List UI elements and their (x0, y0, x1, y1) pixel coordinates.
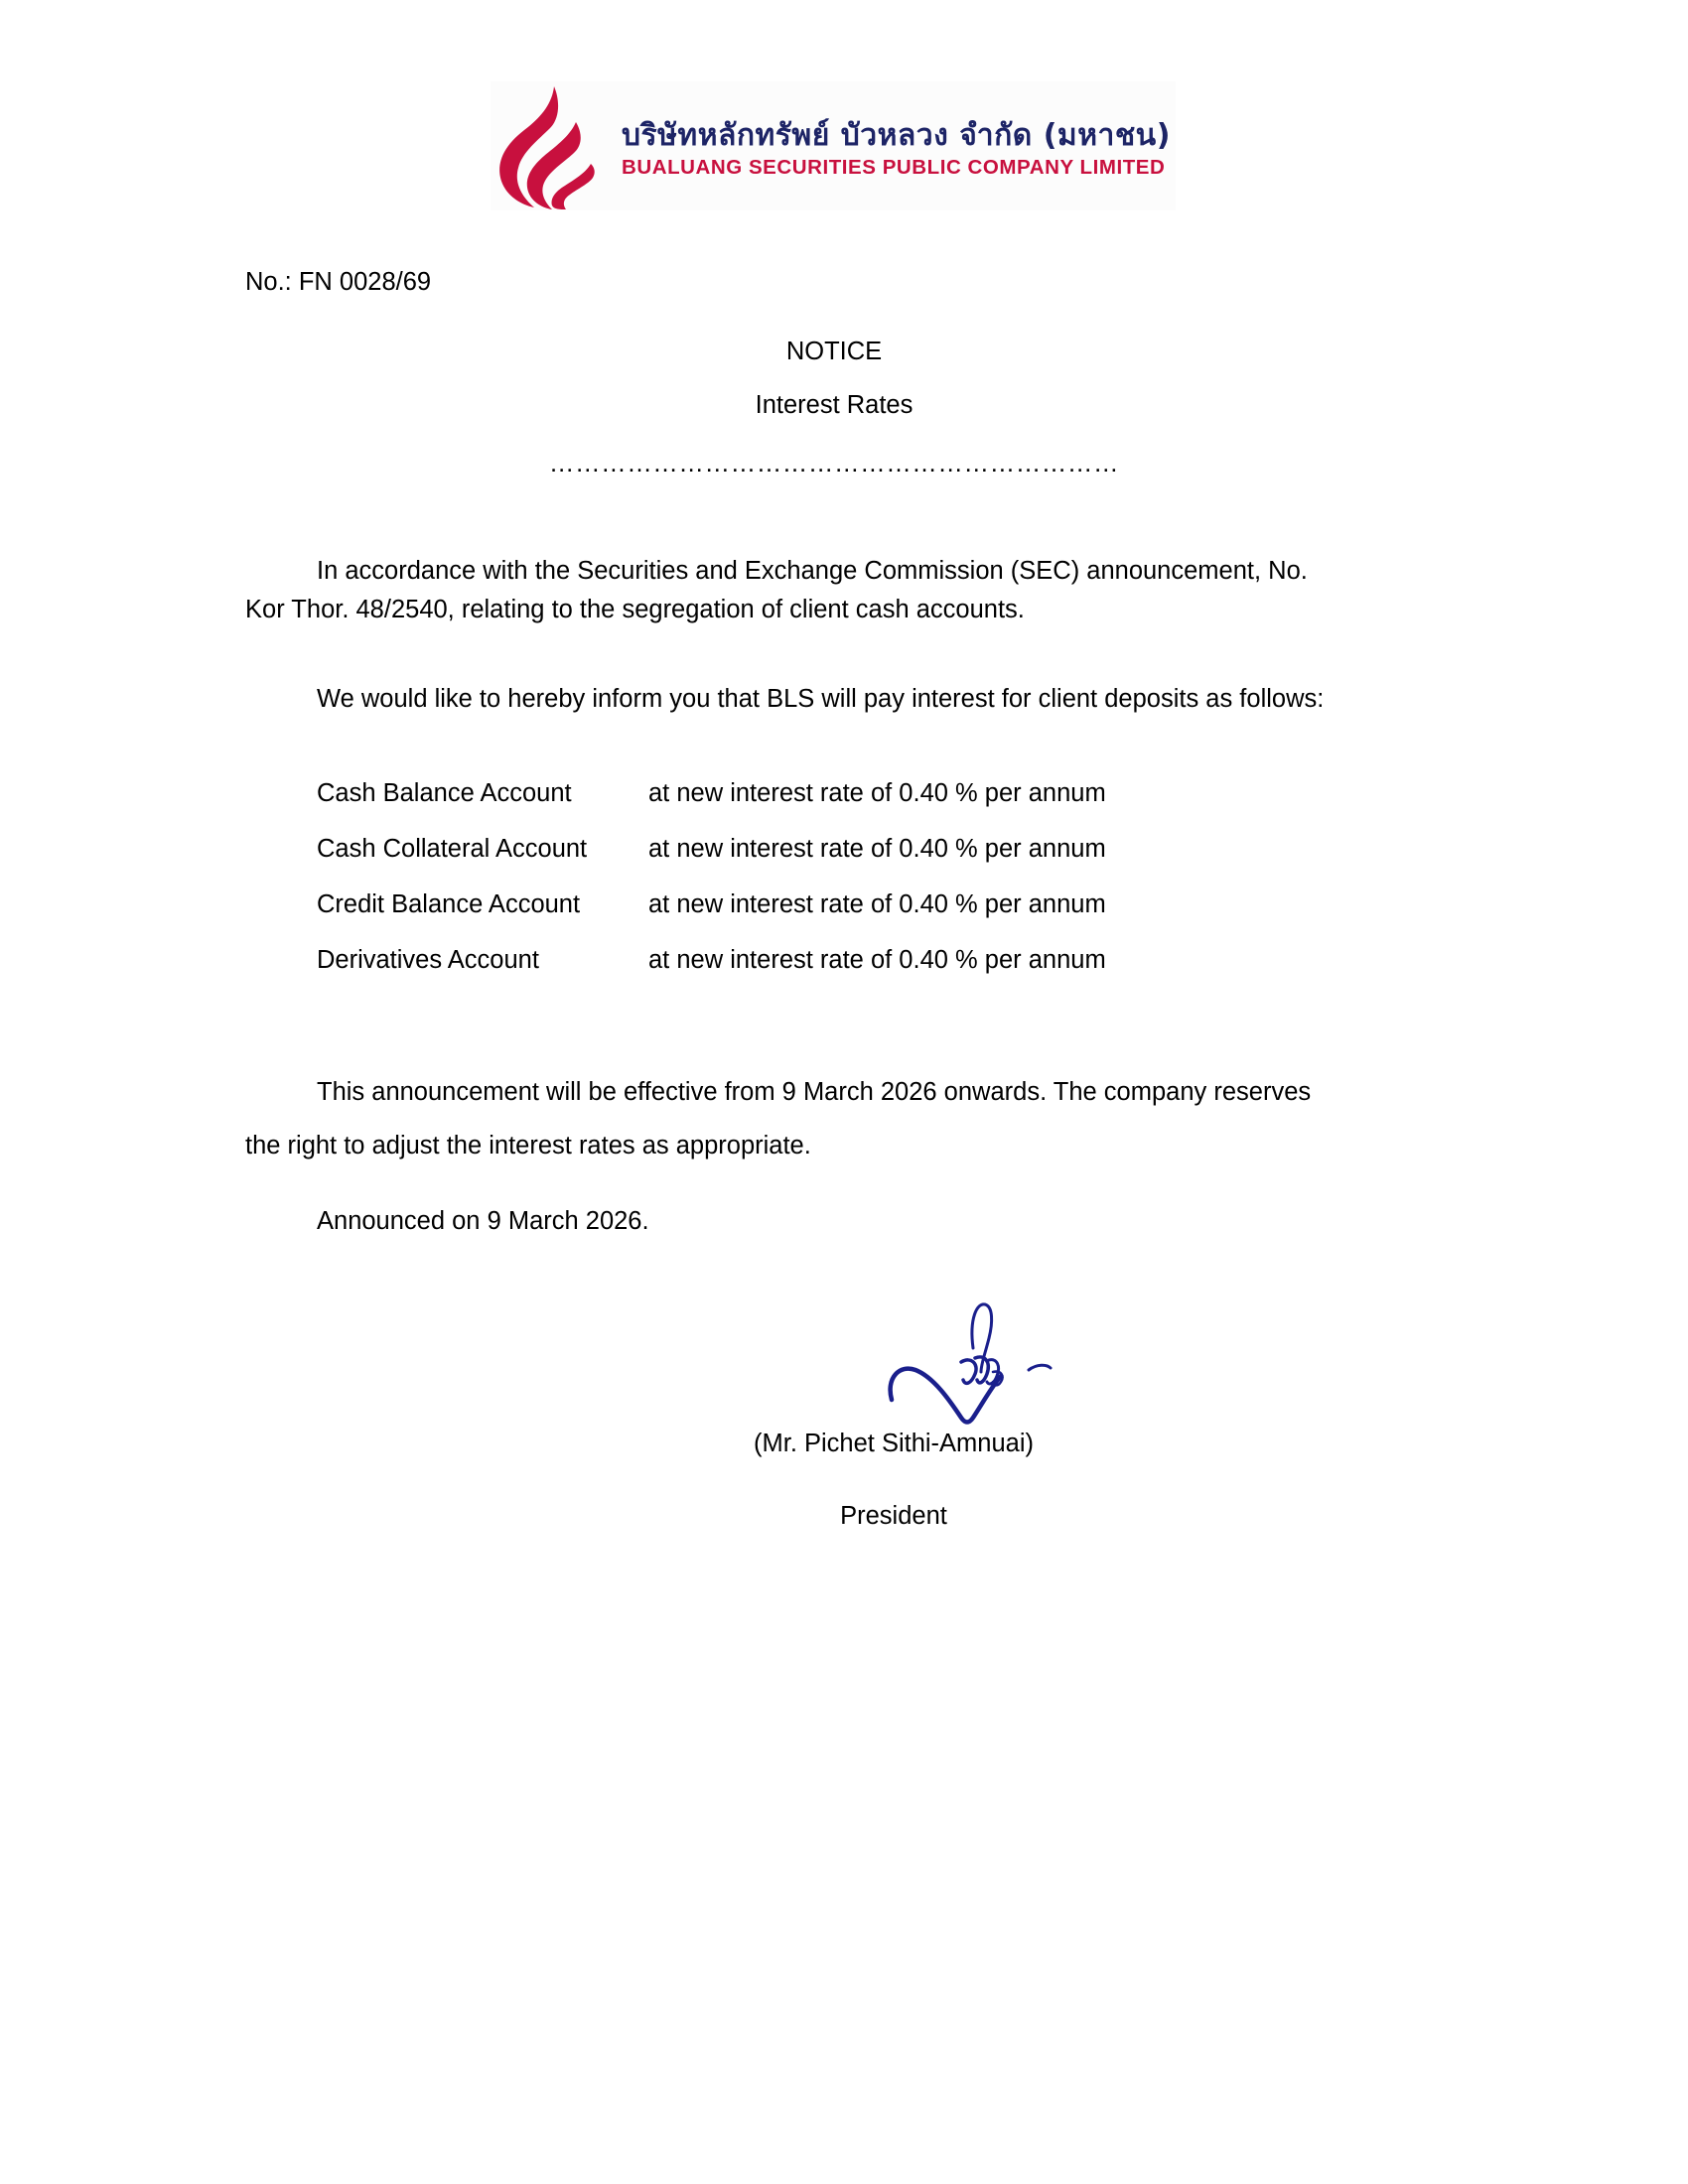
paragraph-inform-deposits (245, 687, 1324, 713)
handwritten-signature-icon (854, 1261, 1231, 1439)
company-letterhead (491, 81, 1176, 210)
account-type-label: Cash Collateral Account (317, 835, 588, 863)
account-rate-value: at new interest rate of 0.40 % per annum (648, 835, 1106, 863)
paragraph-sec-announcement-line1: In accordance with the Securities and Exchange Commission (SEC) announcement, No. (317, 557, 1308, 585)
paragraph-inform-deposits-text: We would like to hereby inform you that BLS will pay interest for client deposits as follows: (317, 685, 1325, 713)
paragraph-announced-on-text: Announced on 9 March 2026. (317, 1207, 649, 1235)
account-rate-value: at new interest rate of 0.40 % per annum (648, 946, 1106, 974)
paragraph-announced-on (245, 1209, 649, 1235)
account-type-label: Cash Balance Account (317, 779, 572, 807)
signatory-name: (Mr. Pichet Sithi-Amnuai) (754, 1430, 1034, 1457)
account-rate-value: at new interest rate of 0.40 % per annum (648, 779, 1106, 807)
company-name-thai: บริษัทหลักทรัพย์ บัวหลวง จำกัด (มหาชน) (622, 118, 1171, 154)
page-title: NOTICE (785, 338, 883, 365)
page-subtitle: Interest Rates (755, 391, 914, 419)
paragraph-effective-date-line2: the right to adjust the interest rates as appropriate. (245, 1132, 811, 1160)
rate-row (245, 890, 1422, 946)
bualuang-lotus-flame-logo-icon (491, 82, 610, 209)
interest-rate-list (245, 779, 1422, 1002)
account-rate-value: at new interest rate of 0.40 % per annum (648, 890, 1106, 918)
document-reference-no: No.: FN 0028/69 (245, 268, 432, 296)
company-name-english: BUALUANG SECURITIES PUBLIC COMPANY LIMITED (622, 155, 1166, 179)
rate-row (245, 835, 1422, 890)
logo-wordmark (622, 111, 1171, 180)
rate-row (245, 779, 1422, 835)
signatory-title: President (840, 1502, 947, 1530)
account-type-label: Credit Balance Account (317, 890, 581, 918)
paragraph-effective-date (245, 1080, 1422, 1106)
dotted-divider: ………………………………………………………… (548, 452, 1120, 478)
paragraph-sec-announcement (245, 544, 1422, 598)
paragraph-effective-date-line1: This announcement will be effective from 9 March 2026 onwards. The company reserves (317, 1078, 1312, 1106)
rate-row (245, 946, 1422, 1002)
account-type-label: Derivatives Account (317, 946, 539, 974)
paragraph-sec-announcement-line2: Kor Thor. 48/2540, relating to the segregation of client cash accounts. (245, 596, 1025, 623)
